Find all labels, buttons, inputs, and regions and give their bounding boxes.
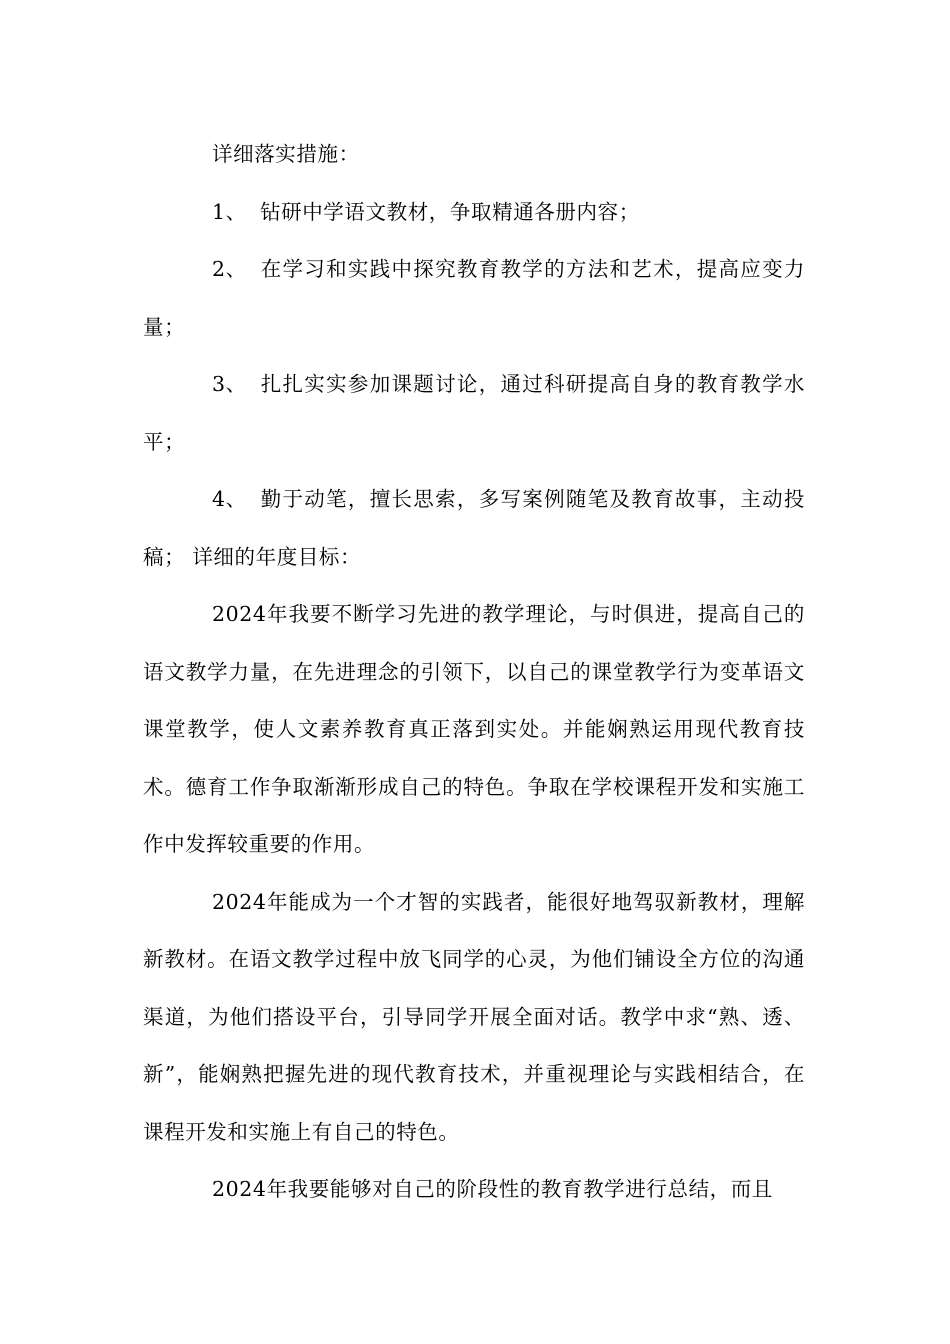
measure-text: 钻研中学语文教材，争取精通各册内容； (260, 199, 640, 224)
body-paragraph-2: 2024年能成为一个才智的实践者，能很好地驾驭新教材，理解新教材。在语文教学过程中放飞同学的心灵，为他们铺设全方位的沟通渠道，为他们搭设平台，引导同学开展全面对话。教学中求“熟、透、新”，能娴熟把握先进的现代教育技术，并重视理论与实践相结合，在课程开发和实施上有自己的特色。 (143, 889, 805, 1144)
measure-item-4 (143, 471, 805, 586)
measure-text: 在学习和实践中探究教育教学的方法和艺术，提高应变力量； (143, 257, 805, 339)
measure-item-3 (143, 356, 805, 471)
measure-number: 1、 (212, 199, 247, 224)
measure-number: 2、 (212, 257, 247, 281)
document-body (143, 126, 805, 1219)
measure-number: 4、 (212, 487, 247, 511)
body-paragraph-3: 2024年我要能够对自己的阶段性的教育教学进行总结，而且 (212, 1177, 773, 1201)
measure-text: 勤于动笔，擅长思索，多写案例随笔及教育故事，主动投稿； 详细的年度目标： (143, 487, 805, 569)
measure-item-1 (143, 184, 805, 242)
measure-item-2 (143, 241, 805, 356)
body-paragraph-1: 2024年我要不断学习先进的教学理论，与时俱进，提高自己的语文教学力量，在先进理念的引领下，以自己的课堂教学行为变革语文课堂教学，使人文素养教育真正落到实处。并能娴熟运用现代教育技术。德育工作争取渐渐形成自己的特色。争取在学校课程开发和实施工作中发挥较重要的作用。 (143, 602, 805, 856)
measure-text: 扎扎实实参加课题讨论，通过科研提高自身的教育教学水平； (143, 372, 805, 454)
section-heading: 详细落实措施： (212, 142, 360, 166)
measure-number: 3、 (212, 372, 247, 396)
